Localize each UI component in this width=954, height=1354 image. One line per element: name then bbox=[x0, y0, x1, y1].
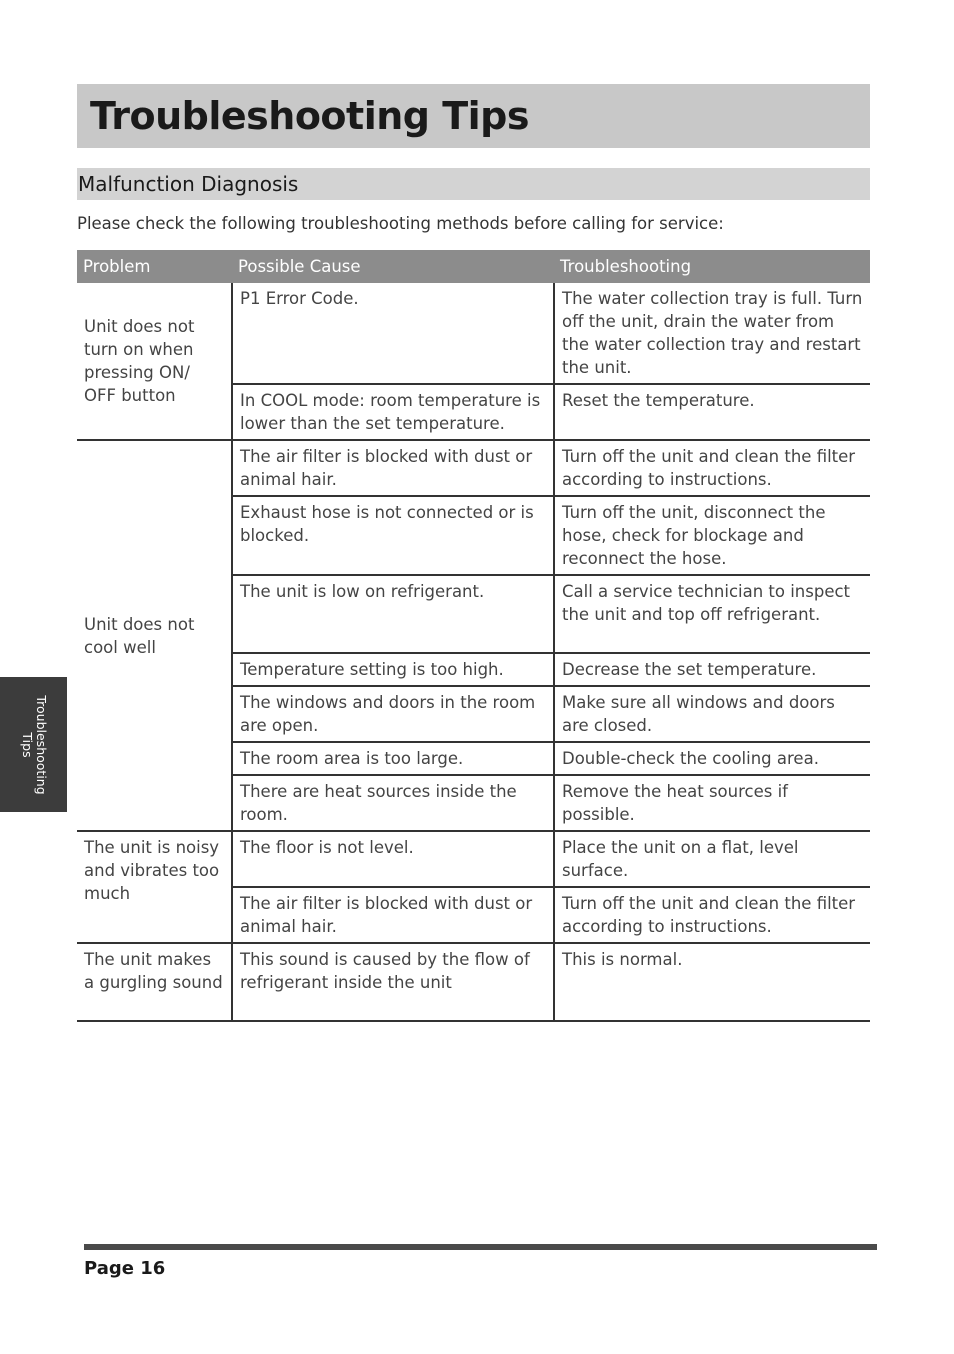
troubleshooting-cell: Turn off the unit, disconnect the hose, check for blockage and reconnect the hose. bbox=[554, 496, 870, 575]
troubleshooting-cell: Turn off the unit and clean the filter according to instructions. bbox=[554, 440, 870, 496]
cause-cell: The air filter is blocked with dust or animal hair. bbox=[232, 440, 554, 496]
problem-cell: Unit does not cool well bbox=[77, 440, 232, 831]
section-heading: Malfunction Diagnosis bbox=[78, 172, 299, 196]
troubleshooting-cell: Turn off the unit and clean the filter according to instructions. bbox=[554, 887, 870, 943]
side-tab-label bbox=[20, 695, 48, 794]
problem-cell: The unit is noisy and vibrates too much bbox=[77, 831, 232, 943]
header-troubleshooting: Troubleshooting bbox=[554, 250, 870, 283]
troubleshooting-cell: Remove the heat sources if possible. bbox=[554, 775, 870, 831]
table-row bbox=[77, 440, 870, 496]
troubleshooting-cell: Call a service technician to inspect the unit and top off refrigerant. bbox=[554, 575, 870, 653]
diagnosis-table bbox=[77, 250, 870, 1022]
cause-cell: P1 Error Code. bbox=[232, 283, 554, 384]
problem-cell: The unit makes a gurgling sound bbox=[77, 943, 232, 1021]
intro-text: Please check the following troubleshooting methods before calling for service: bbox=[77, 214, 724, 233]
cause-cell: In COOL mode: room temperature is lower than the set temperature. bbox=[232, 384, 554, 440]
table-row bbox=[77, 943, 870, 1021]
troubleshooting-cell: This is normal. bbox=[554, 943, 870, 1021]
page-title: Troubleshooting Tips bbox=[90, 94, 529, 138]
troubleshooting-cell: Reset the temperature. bbox=[554, 384, 870, 440]
cause-cell: Temperature setting is too high. bbox=[232, 653, 554, 686]
cause-cell: The unit is low on refrigerant. bbox=[232, 575, 554, 653]
troubleshooting-cell: Double-check the cooling area. bbox=[554, 742, 870, 775]
side-tab-line-2: Tips bbox=[19, 731, 35, 758]
troubleshooting-cell: Place the unit on a flat, level surface. bbox=[554, 831, 870, 887]
troubleshooting-cell: Decrease the set temperature. bbox=[554, 653, 870, 686]
side-section-tab bbox=[0, 677, 67, 812]
header-cause: Possible Cause bbox=[232, 250, 554, 283]
section-banner bbox=[77, 168, 870, 200]
table-header-row bbox=[77, 250, 870, 283]
page-number: Page 16 bbox=[84, 1258, 166, 1279]
cause-cell: The windows and doors in the room are open. bbox=[232, 686, 554, 742]
problem-cell: Unit does not turn on when pressing ON/ OFF button bbox=[77, 283, 232, 440]
cause-cell: There are heat sources inside the room. bbox=[232, 775, 554, 831]
side-tab-line-1: Troubleshooting bbox=[33, 694, 49, 795]
cause-cell: Exhaust hose is not connected or is blocked. bbox=[232, 496, 554, 575]
header-problem: Problem bbox=[77, 250, 232, 283]
cause-cell: The floor is not level. bbox=[232, 831, 554, 887]
troubleshooting-cell: The water collection tray is full. Turn off the unit, drain the water from the water collection tray and restart the unit. bbox=[554, 283, 870, 384]
cause-cell: The room area is too large. bbox=[232, 742, 554, 775]
cause-cell: The air filter is blocked with dust or animal hair. bbox=[232, 887, 554, 943]
cause-cell: This sound is caused by the flow of refrigerant inside the unit bbox=[232, 943, 554, 1021]
table-row bbox=[77, 831, 870, 887]
footer-rule bbox=[84, 1244, 877, 1250]
title-banner bbox=[77, 84, 870, 148]
table-row bbox=[77, 283, 870, 384]
troubleshooting-cell: Make sure all windows and doors are closed. bbox=[554, 686, 870, 742]
